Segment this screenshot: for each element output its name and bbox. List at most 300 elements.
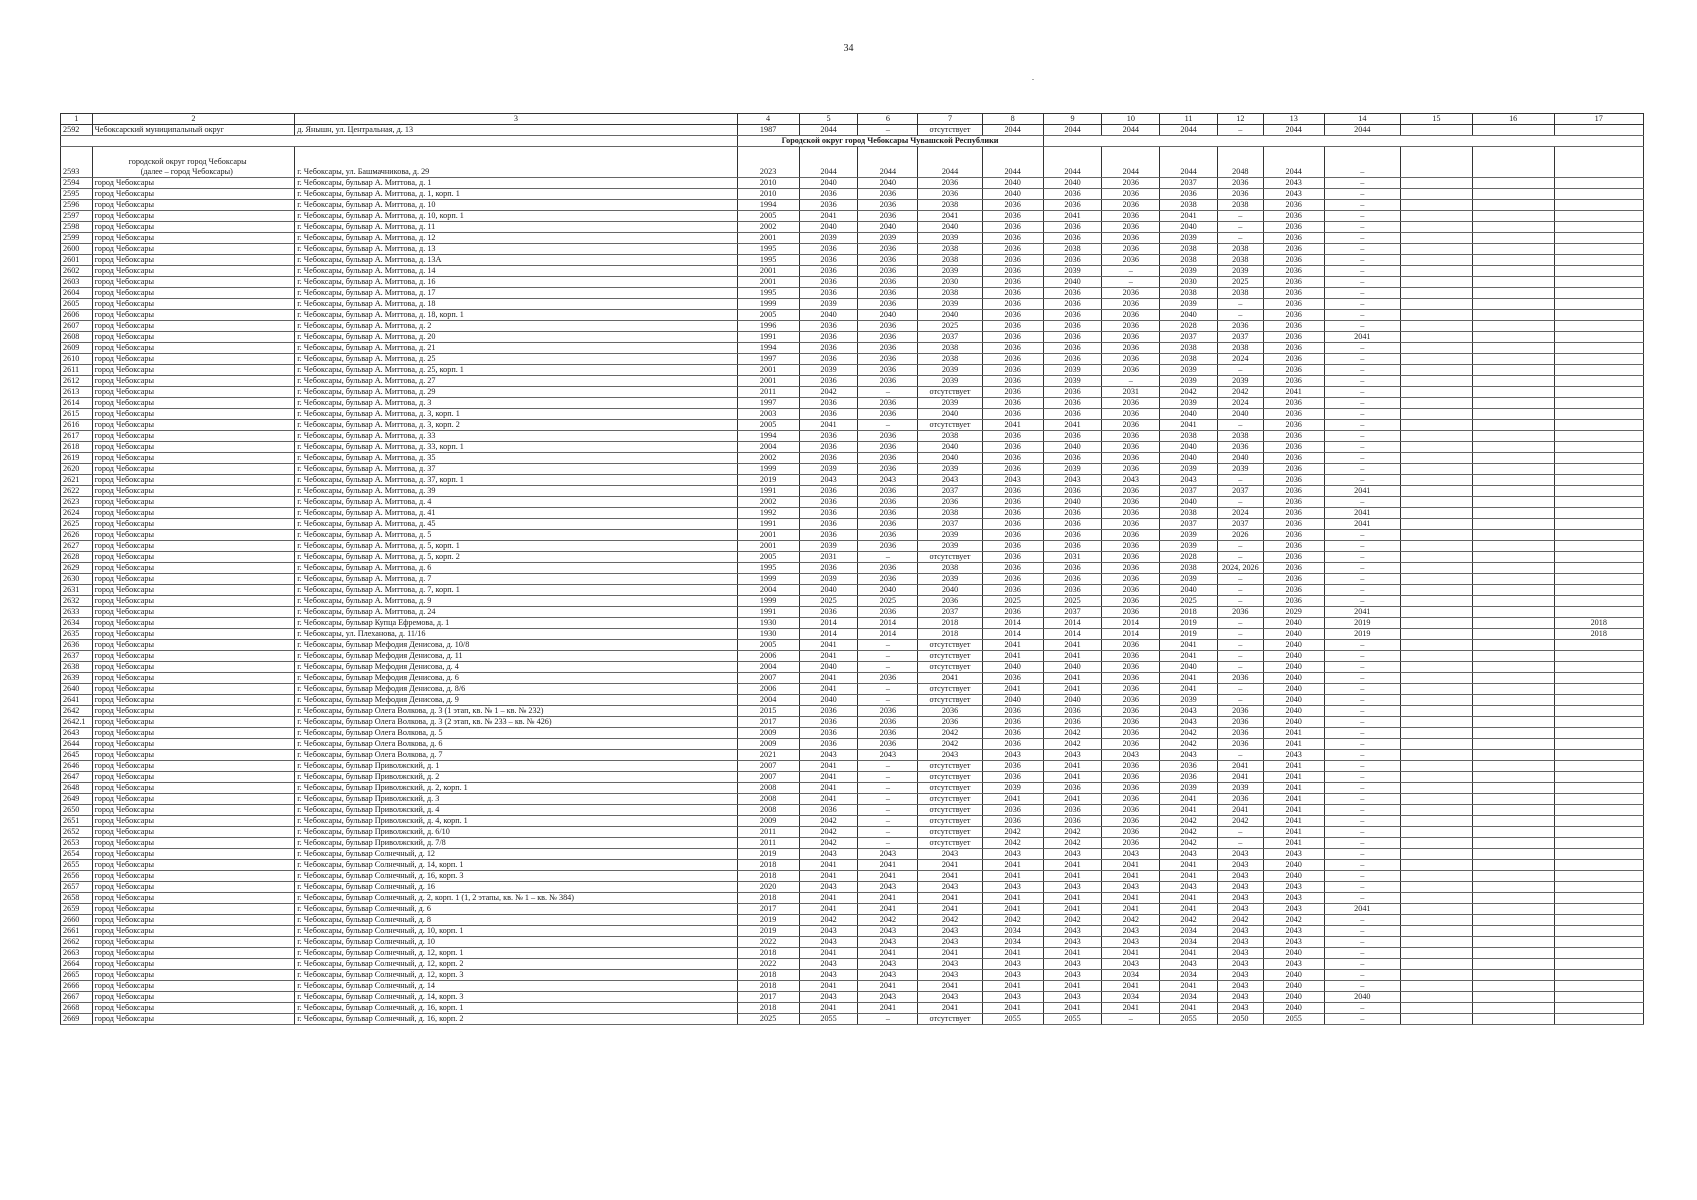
year-cell: 2036 — [1263, 464, 1324, 475]
year-cell: 2040 — [1217, 409, 1263, 420]
building-address: г. Чебоксары, бульвар А. Миттова, д. 21 — [295, 343, 737, 354]
table-row — [61, 442, 1644, 453]
row-number: 2618 — [61, 442, 93, 453]
year-cell: 2019 — [1160, 629, 1218, 640]
year-cell — [1554, 178, 1643, 189]
year-cell — [1472, 453, 1554, 464]
year-cell — [1472, 147, 1554, 178]
building-address: г. Чебоксары, бульвар Солнечный, д. 16, корп. 3 — [295, 871, 737, 882]
year-cell — [1472, 629, 1554, 640]
year-cell: – — [1324, 981, 1400, 992]
year-cell — [1554, 992, 1643, 1003]
year-cell: 2042 — [918, 915, 982, 926]
municipality-name: город Чебоксары — [92, 431, 295, 442]
year-cell: 2039 — [1217, 464, 1263, 475]
year-cell — [1400, 915, 1472, 926]
year-cell: 2041 — [1263, 838, 1324, 849]
building-address: г. Чебоксары, бульвар Солнечный, д. 6 — [295, 904, 737, 915]
building-address: г. Чебоксары, бульвар Олега Волкова, д. 3 (1 этап, кв. № 1 – кв. № 232) — [295, 706, 737, 717]
year-cell: – — [1102, 376, 1160, 387]
year-cell: 2041 — [1263, 387, 1324, 398]
year-cell: 2036 — [1102, 420, 1160, 431]
year-cell: 2040 — [1263, 651, 1324, 662]
year-cell — [1472, 299, 1554, 310]
year-cell: 2036 — [799, 442, 858, 453]
year-cell: 2041 — [1160, 904, 1218, 915]
year-cell: 2039 — [1043, 376, 1102, 387]
row-number: 2619 — [61, 453, 93, 464]
year-cell: 2039 — [1043, 266, 1102, 277]
year-cell: 2041 — [1324, 607, 1400, 618]
year-cell: 2038 — [918, 508, 982, 519]
year-cell: 2042 — [1160, 915, 1218, 926]
building-address: г. Чебоксары, бульвар Мефодия Денисова, д. 4 — [295, 662, 737, 673]
year-cell: 1994 — [737, 431, 799, 442]
year-cell: 2040 — [982, 662, 1043, 673]
building-address: г. Чебоксары, бульвар Солнечный, д. 12, корп. 3 — [295, 970, 737, 981]
year-cell — [1400, 926, 1472, 937]
year-cell: 2040 — [918, 409, 982, 420]
year-cell: 2036 — [982, 530, 1043, 541]
year-cell — [1472, 211, 1554, 222]
year-cell: 2055 — [799, 1014, 858, 1025]
year-cell — [1400, 1003, 1472, 1014]
building-address: г. Чебоксары, бульвар А. Миттова, д. 39 — [295, 486, 737, 497]
year-cell: 2040 — [1263, 640, 1324, 651]
year-cell: 2004 — [737, 662, 799, 673]
year-cell: – — [1324, 970, 1400, 981]
year-cell: 2036 — [1043, 200, 1102, 211]
building-address: г. Чебоксары, бульвар А. Миттова, д. 1 — [295, 178, 737, 189]
row-number: 2603 — [61, 277, 93, 288]
year-cell — [1554, 453, 1643, 464]
building-address: г. Чебоксары, бульвар Приволжский, д. 4, корп. 1 — [295, 816, 737, 827]
year-cell — [1472, 376, 1554, 387]
year-cell — [1400, 519, 1472, 530]
year-cell: 2039 — [918, 376, 982, 387]
year-cell: 2042 — [982, 827, 1043, 838]
year-cell — [1554, 147, 1643, 178]
year-cell: 2036 — [1102, 640, 1160, 651]
year-cell: 2036 — [1217, 728, 1263, 739]
year-cell: 2041 — [799, 772, 858, 783]
table-row — [61, 783, 1644, 794]
year-cell — [1554, 266, 1643, 277]
year-cell: отсутствует — [918, 783, 982, 794]
year-cell: отсутствует — [918, 827, 982, 838]
year-cell: 2036 — [858, 409, 918, 420]
year-cell: 2041 — [1043, 684, 1102, 695]
year-cell: 2040 — [1160, 310, 1218, 321]
year-cell: 2039 — [1043, 464, 1102, 475]
year-cell — [1554, 376, 1643, 387]
year-cell — [1472, 420, 1554, 431]
year-cell: – — [1217, 640, 1263, 651]
year-cell: 2036 — [1043, 783, 1102, 794]
year-cell: 2039 — [918, 464, 982, 475]
year-cell: 2036 — [1263, 343, 1324, 354]
year-cell — [1472, 706, 1554, 717]
year-cell — [1554, 343, 1643, 354]
table-row — [61, 618, 1644, 629]
year-cell: 2038 — [918, 288, 982, 299]
year-cell: 2043 — [1217, 948, 1263, 959]
year-cell — [1400, 739, 1472, 750]
year-cell: 2040 — [918, 222, 982, 233]
row-number: 2649 — [61, 794, 93, 805]
year-cell: 2036 — [1043, 398, 1102, 409]
year-cell: 2036 — [1263, 200, 1324, 211]
year-cell — [1554, 486, 1643, 497]
year-cell — [1554, 673, 1643, 684]
year-cell: 2036 — [1102, 398, 1160, 409]
table-row — [61, 530, 1644, 541]
year-cell: – — [858, 794, 918, 805]
year-cell: 2043 — [1102, 926, 1160, 937]
year-cell: 2043 — [799, 926, 858, 937]
year-cell: 2043 — [982, 882, 1043, 893]
year-cell — [1400, 486, 1472, 497]
municipality-name: город Чебоксары — [92, 596, 295, 607]
year-cell: – — [1324, 959, 1400, 970]
row-number: 2606 — [61, 310, 93, 321]
year-cell: 2038 — [918, 244, 982, 255]
year-cell: 2040 — [918, 453, 982, 464]
table-row — [61, 948, 1644, 959]
year-cell: отсутствует — [918, 794, 982, 805]
year-cell: 2037 — [1160, 519, 1218, 530]
year-cell: 2036 — [982, 508, 1043, 519]
year-cell: 2029 — [1263, 607, 1324, 618]
year-cell: – — [1324, 255, 1400, 266]
year-cell: 2036 — [982, 563, 1043, 574]
year-cell: 2036 — [1102, 552, 1160, 563]
year-cell: – — [858, 662, 918, 673]
year-cell — [1554, 794, 1643, 805]
year-cell: 2039 — [1217, 783, 1263, 794]
year-cell: 2043 — [1160, 706, 1218, 717]
municipality-name: город Чебоксары — [92, 354, 295, 365]
section-header-row — [61, 136, 1644, 147]
year-cell: 2036 — [1102, 574, 1160, 585]
year-cell: 2043 — [918, 750, 982, 761]
year-cell: – — [1324, 827, 1400, 838]
year-cell: 2036 — [1043, 431, 1102, 442]
row-number: 2657 — [61, 882, 93, 893]
year-cell — [1400, 981, 1472, 992]
year-cell: 2009 — [737, 739, 799, 750]
year-cell: 2036 — [1043, 354, 1102, 365]
year-cell: 2036 — [799, 189, 858, 200]
column-number: 8 — [982, 114, 1043, 125]
year-cell: 2002 — [737, 222, 799, 233]
year-cell — [1554, 695, 1643, 706]
year-cell: – — [1324, 475, 1400, 486]
year-cell: 2036 — [858, 321, 918, 332]
year-cell: отсутствует — [918, 816, 982, 827]
year-cell: 2043 — [1160, 750, 1218, 761]
year-cell: 2036 — [1263, 299, 1324, 310]
year-cell — [1554, 651, 1643, 662]
year-cell: 2036 — [1263, 530, 1324, 541]
year-cell — [1472, 827, 1554, 838]
year-cell: – — [1324, 739, 1400, 750]
row-number: 2659 — [61, 904, 93, 915]
year-cell: 2043 — [858, 475, 918, 486]
year-cell: 2036 — [1263, 431, 1324, 442]
year-cell: – — [1324, 376, 1400, 387]
year-cell — [1400, 761, 1472, 772]
year-cell: 2039 — [1160, 530, 1218, 541]
row-number: 2594 — [61, 178, 93, 189]
row-number: 2668 — [61, 1003, 93, 1014]
year-cell: 2042 — [1160, 838, 1218, 849]
year-cell: – — [1217, 310, 1263, 321]
year-cell: 2042 — [1160, 739, 1218, 750]
year-cell — [1472, 552, 1554, 563]
municipality-name: город Чебоксары — [92, 200, 295, 211]
year-cell: 2043 — [982, 970, 1043, 981]
table-row — [61, 662, 1644, 673]
row-number: 2666 — [61, 981, 93, 992]
year-cell: отсутствует — [918, 662, 982, 673]
building-address: г. Чебоксары, бульвар Приволжский, д. 4 — [295, 805, 737, 816]
table-row — [61, 409, 1644, 420]
municipality-name: город Чебоксары — [92, 486, 295, 497]
year-cell: 2001 — [737, 376, 799, 387]
year-cell: 2002 — [737, 497, 799, 508]
table-row — [61, 849, 1644, 860]
year-cell: 2041 — [918, 211, 982, 222]
year-cell: – — [1324, 343, 1400, 354]
year-cell: 2034 — [982, 937, 1043, 948]
year-cell: 1999 — [737, 596, 799, 607]
table-row — [61, 904, 1644, 915]
building-address: г. Чебоксары, бульвар Солнечный, д. 16 — [295, 882, 737, 893]
year-cell: – — [1217, 585, 1263, 596]
year-cell: 2040 — [1263, 618, 1324, 629]
year-cell: 2041 — [1160, 805, 1218, 816]
municipality-name: город Чебоксары — [92, 937, 295, 948]
year-cell: 2036 — [918, 497, 982, 508]
year-cell: 2042 — [982, 915, 1043, 926]
year-cell: 2037 — [1160, 486, 1218, 497]
year-cell: отсутствует — [918, 420, 982, 431]
row-number: 2638 — [61, 662, 93, 673]
column-number: 15 — [1400, 114, 1472, 125]
year-cell: – — [1324, 772, 1400, 783]
year-cell: 2040 — [1043, 662, 1102, 673]
year-cell: 2005 — [737, 211, 799, 222]
year-cell — [1400, 233, 1472, 244]
year-cell: 2036 — [982, 706, 1043, 717]
year-cell — [1400, 431, 1472, 442]
year-cell — [1554, 717, 1643, 728]
year-cell: 2036 — [1263, 332, 1324, 343]
row-number: 2637 — [61, 651, 93, 662]
municipality-name: город Чебоксары — [92, 695, 295, 706]
year-cell: 2043 — [1217, 893, 1263, 904]
year-cell: 2036 — [1263, 552, 1324, 563]
building-address: г. Чебоксары, бульвар Солнечный, д. 10, корп. 1 — [295, 926, 737, 937]
municipality-name: город Чебоксары — [92, 662, 295, 673]
year-cell: 2025 — [737, 1014, 799, 1025]
year-cell: 2042 — [799, 915, 858, 926]
year-cell: 2041 — [1217, 805, 1263, 816]
year-cell: 2039 — [799, 233, 858, 244]
year-cell: – — [1324, 222, 1400, 233]
year-cell — [1472, 838, 1554, 849]
year-cell: 2036 — [799, 343, 858, 354]
section-spacer — [1043, 136, 1643, 147]
year-cell — [1400, 838, 1472, 849]
building-address: г. Чебоксары, бульвар А. Миттова, д. 18, корп. 1 — [295, 310, 737, 321]
year-cell: 2044 — [1263, 125, 1324, 136]
year-cell — [1472, 937, 1554, 948]
year-cell: 2040 — [1160, 409, 1218, 420]
year-cell: 2036 — [1217, 673, 1263, 684]
row-number: 2631 — [61, 585, 93, 596]
year-cell: 2038 — [1160, 200, 1218, 211]
year-cell: 2043 — [1217, 860, 1263, 871]
year-cell — [1400, 552, 1472, 563]
year-cell: 2017 — [737, 904, 799, 915]
year-cell: 2036 — [982, 464, 1043, 475]
year-cell — [1554, 398, 1643, 409]
year-cell — [1554, 552, 1643, 563]
year-cell: 2041 — [799, 783, 858, 794]
year-cell — [1400, 651, 1472, 662]
municipality-name: город Чебоксары — [92, 673, 295, 684]
table-row — [61, 497, 1644, 508]
year-cell — [1554, 783, 1643, 794]
year-cell: 2036 — [1102, 651, 1160, 662]
year-cell — [1554, 288, 1643, 299]
year-cell: 2040 — [858, 585, 918, 596]
year-cell: – — [858, 640, 918, 651]
year-cell: 2042 — [1217, 387, 1263, 398]
year-cell: 2036 — [1043, 299, 1102, 310]
year-cell — [1472, 255, 1554, 266]
table-row — [61, 277, 1644, 288]
year-cell: 2036 — [1043, 409, 1102, 420]
table-row — [61, 332, 1644, 343]
year-cell: – — [858, 772, 918, 783]
year-cell — [1400, 376, 1472, 387]
year-cell: 2041 — [1160, 651, 1218, 662]
municipality-name: город Чебоксары — [92, 904, 295, 915]
year-cell: – — [1217, 211, 1263, 222]
building-address: г. Чебоксары, бульвар Мефодия Денисова, д. 9 — [295, 695, 737, 706]
year-cell — [1472, 475, 1554, 486]
year-cell: 2044 — [1160, 125, 1218, 136]
year-cell: 2043 — [918, 849, 982, 860]
year-cell — [1472, 871, 1554, 882]
year-cell: 2036 — [799, 497, 858, 508]
year-cell: 2036 — [858, 739, 918, 750]
year-cell — [1554, 871, 1643, 882]
year-cell: 2039 — [799, 299, 858, 310]
year-cell: – — [1217, 596, 1263, 607]
year-cell — [1400, 321, 1472, 332]
year-cell — [1554, 200, 1643, 211]
year-cell: 2041 — [1102, 1003, 1160, 1014]
year-cell: 2036 — [1102, 607, 1160, 618]
row-number: 2596 — [61, 200, 93, 211]
year-cell: – — [1217, 618, 1263, 629]
year-cell: 2036 — [1043, 343, 1102, 354]
year-cell: 2041 — [799, 981, 858, 992]
year-cell — [1400, 607, 1472, 618]
building-address: г. Чебоксары, бульвар А. Миттова, д. 9 — [295, 596, 737, 607]
year-cell: 2038 — [1160, 354, 1218, 365]
year-cell: 2043 — [982, 849, 1043, 860]
year-cell: 2042 — [1043, 728, 1102, 739]
row-number: 2635 — [61, 629, 93, 640]
row-number: 2645 — [61, 750, 93, 761]
year-cell — [1554, 772, 1643, 783]
year-cell: – — [1217, 541, 1263, 552]
year-cell: 2042 — [1263, 915, 1324, 926]
year-cell — [1554, 607, 1643, 618]
year-cell — [1400, 585, 1472, 596]
year-cell: 2043 — [858, 926, 918, 937]
municipality-name: город Чебоксары — [92, 805, 295, 816]
year-cell: 2041 — [918, 893, 982, 904]
year-cell: 2043 — [1160, 959, 1218, 970]
year-cell: 2041 — [799, 673, 858, 684]
year-cell: 2036 — [799, 607, 858, 618]
year-cell: 2043 — [1263, 178, 1324, 189]
table-row — [61, 343, 1644, 354]
municipality-name: город Чебоксары — [92, 585, 295, 596]
year-cell: 2018 — [737, 1003, 799, 1014]
year-cell: 2036 — [982, 552, 1043, 563]
year-cell: 2036 — [799, 739, 858, 750]
year-cell: 2036 — [1263, 574, 1324, 585]
building-address: г. Чебоксары, бульвар Олега Волкова, д. 6 — [295, 739, 737, 750]
year-cell: 1991 — [737, 607, 799, 618]
year-cell: 2041 — [1263, 783, 1324, 794]
year-cell — [1472, 387, 1554, 398]
row-number: 2639 — [61, 673, 93, 684]
year-cell: 2038 — [1217, 244, 1263, 255]
year-cell: 2036 — [858, 244, 918, 255]
year-cell: 2011 — [737, 827, 799, 838]
year-cell — [1472, 860, 1554, 871]
row-number: 2600 — [61, 244, 93, 255]
municipality-name: город Чебоксары — [92, 277, 295, 288]
year-cell: – — [1102, 1014, 1160, 1025]
year-cell: 2040 — [1043, 277, 1102, 288]
year-cell: 2039 — [1160, 365, 1218, 376]
year-cell: 2036 — [1217, 706, 1263, 717]
year-cell: 2014 — [1043, 629, 1102, 640]
year-cell — [1472, 178, 1554, 189]
table-row — [61, 541, 1644, 552]
year-cell: 2041 — [799, 948, 858, 959]
year-cell: 2036 — [1043, 255, 1102, 266]
year-cell: 2036 — [1263, 376, 1324, 387]
table-row — [61, 299, 1644, 310]
year-cell: 1991 — [737, 486, 799, 497]
year-cell: 2036 — [858, 486, 918, 497]
year-cell — [1400, 618, 1472, 629]
year-cell — [1400, 717, 1472, 728]
municipality-name: город Чебоксары — [92, 761, 295, 772]
year-cell: 2034 — [982, 926, 1043, 937]
year-cell — [1472, 541, 1554, 552]
